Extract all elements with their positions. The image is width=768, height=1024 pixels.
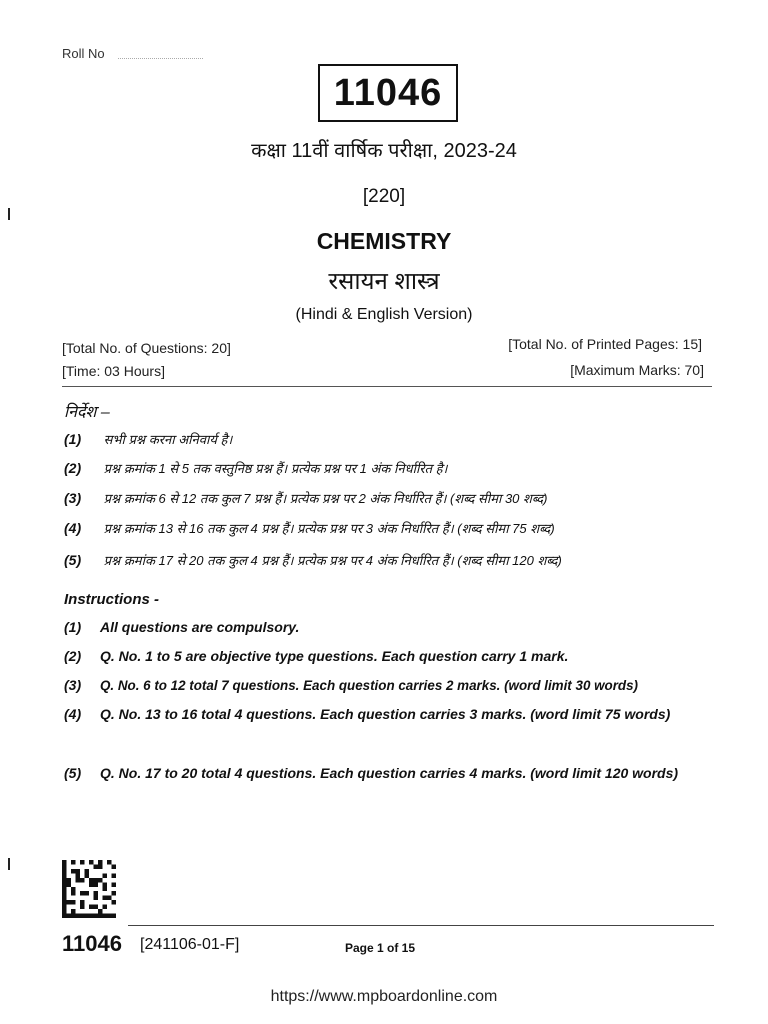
item-text: Q. No. 13 to 16 total 4 questions. Each question carries 3 marks. (word limit 75 words) bbox=[100, 706, 671, 722]
item-text: प्रश्न क्रमांक 1 से 5 तक वस्तुनिष्ठ प्रश्न हैं। प्रत्येक प्रश्न पर 1 अंक निर्धारित है। bbox=[103, 461, 448, 476]
footer-sub-code: [241106-01-F] bbox=[140, 936, 240, 953]
instructions-heading-en: Instructions - bbox=[64, 591, 160, 608]
printed-pages: [Total No. of Printed Pages: 15] bbox=[508, 336, 702, 352]
list-item bbox=[64, 459, 448, 477]
version-note: (Hindi & English Version) bbox=[295, 306, 473, 323]
list-item bbox=[64, 700, 718, 729]
roll-number-blank bbox=[118, 58, 203, 59]
page-number: Page 1 of 15 bbox=[345, 941, 416, 955]
list-item bbox=[64, 613, 718, 642]
list-item bbox=[64, 759, 718, 788]
item-number: (3) bbox=[64, 490, 82, 506]
exam-title: कक्षा 11वीं वार्षिक परीक्षा, 2023-24 bbox=[251, 140, 517, 162]
qr-code-icon bbox=[62, 860, 116, 918]
item-number: (4) bbox=[64, 706, 82, 722]
subject-code: [220] bbox=[362, 186, 406, 207]
subject-title-en: CHEMISTRY bbox=[316, 228, 452, 254]
item-number: (2) bbox=[64, 648, 82, 664]
item-text: सभी प्रश्न करना अनिवार्य है। bbox=[103, 432, 233, 447]
margin-mark bbox=[8, 208, 10, 220]
maximum-marks: [Maximum Marks: 70] bbox=[570, 362, 704, 378]
item-text: Q. No. 6 to 12 total 7 questions. Each question carries 2 marks. (word limit 30 words) bbox=[100, 678, 638, 693]
total-questions: [Total No. of Questions: 20] bbox=[62, 340, 231, 356]
roll-number-label: Roll No bbox=[62, 46, 105, 61]
item-number: (5) bbox=[64, 765, 82, 781]
list-item bbox=[64, 519, 555, 537]
margin-mark bbox=[8, 858, 10, 870]
item-text: Q. No. 17 to 20 total 4 questions. Each question carries 4 marks. (word limit 120 words) bbox=[100, 765, 679, 781]
time-allowed: [Time: 03 Hours] bbox=[62, 363, 165, 379]
list-item bbox=[64, 551, 562, 569]
item-number: (1) bbox=[64, 431, 82, 447]
footer-paper-code: 11046 bbox=[62, 931, 122, 956]
item-text: प्रश्न क्रमांक 17 से 20 तक कुल 4 प्रश्न हैं। प्रत्येक प्रश्न पर 4 अंक निर्धारित हैं। (शब्द सीमा 120 शब्द) bbox=[103, 553, 562, 568]
item-text: प्रश्न क्रमांक 6 से 12 तक कुल 7 प्रश्न हैं। प्रत्येक प्रश्न पर 2 अंक निर्धारित हैं। (शब्द सीमा 30 शब्द) bbox=[103, 491, 548, 506]
item-number: (1) bbox=[64, 619, 82, 635]
item-number: (3) bbox=[64, 677, 82, 693]
footer-divider bbox=[128, 925, 714, 926]
item-number: (4) bbox=[64, 520, 82, 536]
instructions-heading-hi: निर्देश – bbox=[64, 404, 110, 421]
item-text: All questions are compulsory. bbox=[100, 619, 300, 635]
website-link[interactable]: https://www.mpboardonline.com bbox=[270, 988, 498, 1005]
list-item bbox=[64, 642, 718, 671]
item-number: (5) bbox=[64, 552, 82, 568]
item-text: प्रश्न क्रमांक 13 से 16 तक कुल 4 प्रश्न हैं। प्रत्येक प्रश्न पर 3 अंक निर्धारित हैं। (शब्द सीमा 75 शब्द) bbox=[103, 521, 555, 536]
divider bbox=[62, 386, 712, 387]
list-item bbox=[64, 489, 547, 507]
item-number: (2) bbox=[64, 460, 82, 476]
subject-title-hi: रसायन शास्त्र bbox=[328, 268, 440, 295]
paper-code-box: 11046 bbox=[318, 64, 458, 122]
list-item bbox=[64, 671, 718, 700]
item-text: Q. No. 1 to 5 are objective type questions. Each question carry 1 mark. bbox=[100, 648, 569, 664]
list-item bbox=[64, 430, 232, 448]
